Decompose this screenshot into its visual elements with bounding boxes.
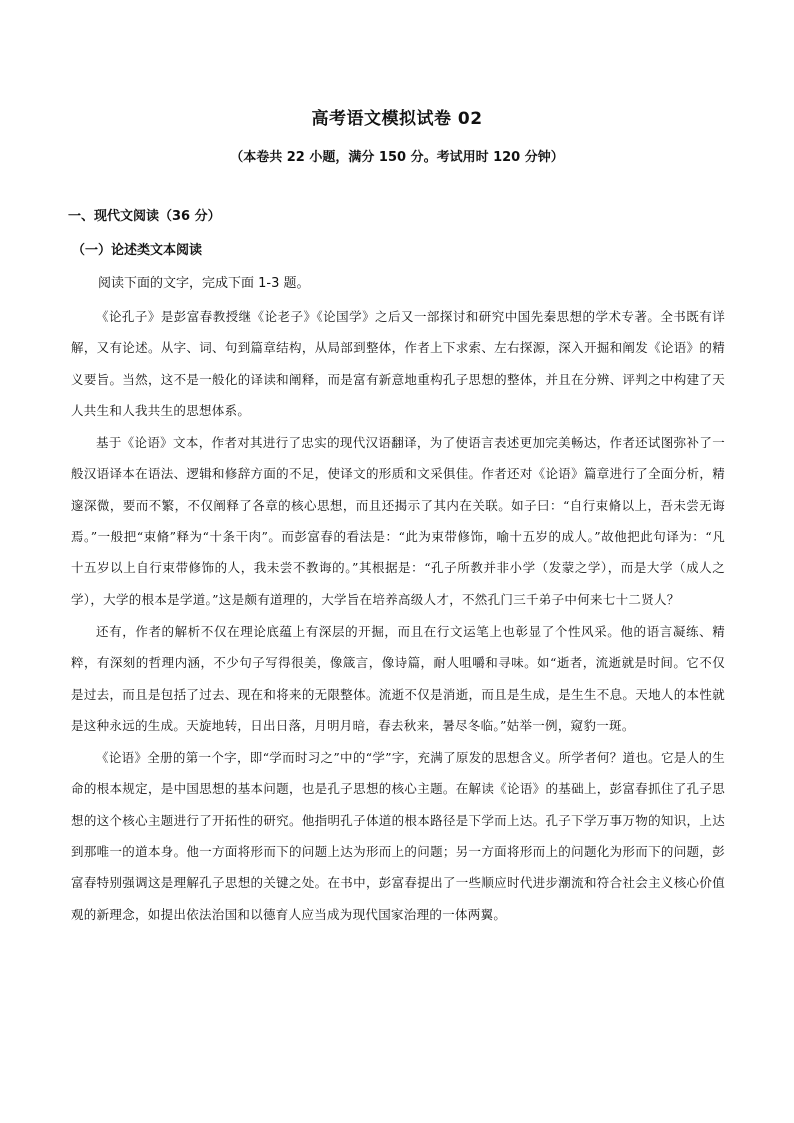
passage-paragraph-1: 《论孔子》是彭富春教授继《论老子》《论国学》之后又一部探讨和研究中国先秦思想的学术专著。全书既有详解，又有论述。从字、词、句到篇章结构，从局部到整体，作者上下求索、左右探源，深入开掘和阐发《论语》的精义要旨。当然，这不是一般化的译读和阐释，而是富有新意地重构孔子思想的整体，并且在分辨、评判之中构建了天人共生和人我共生的思想体系。	[71, 309, 725, 418]
subsection-heading: （一）论述类文本阅读	[72, 243, 203, 258]
passage-paragraph-2: 基于《论语》文本，作者对其进行了忠实的现代汉语翻译，为了使语言表述更加完美畅达，作者还试图弥补了一般汉语译本在语法、逻辑和修辞方面的不足，使译文的形质和文采俱佳。作者还对《论语》篇章进行了全面分析，精邃深微，要而不繁，不仅阐释了各章的核心思想，而且还揭示了其内在关联。如子曰：“自行束脩以上，吾未尝无诲焉。”一般把“束脩”释为“十条干肉”。而彭富春的看法是：“此为束带修饰，喻十五岁的成人。”故他把此句译为：“凡十五岁以上自行束带修饰的人，我未尝不教诲的。”其根据是：“孔子所教并非小学（发蒙之学），而是大学（成人之学），大学的根本是学道。”这是颇有道理的，大学旨在培养高级人才，不然孔门三千弟子中何来七十二贤人？	[71, 435, 725, 607]
passage-paragraph-4: 《论语》全册的第一个字，即“学而时习之”中的“学”字，充满了原发的思想含义。所学者何？道也。它是人的生命的根本规定，是中国思想的基本问题，也是孔子思想的核心主题。在解读《论语》的基础上，彭富春抓住了孔子思想的这个核心主题进行了开拓性的研究。他指明孔子体道的根本路径是下学而上达。孔子下学万事万物的知识，上达到那唯一的道本身。他一方面将形而下的问题上达为形而上的问题；另一方面将形而上的问题化为形而下的问题，彭富春特别强调这是理解孔子思想的关键之处。在书中，彭富春提出了一些顺应时代进步潮流和符合社会主义核心价值观的新理念，如提出依法治国和以德育人应当成为现代国家治理的一体两翼。	[71, 750, 725, 922]
passage-paragraph-3: 还有，作者的解析不仅在理论底蕴上有深层的开掘，而且在行文运笔上也彰显了个性风采。他的语言凝练、精粹，有深刻的哲理内涵，不少句子写得很美，像箴言，像诗篇，耐人咀嚼和寻味。如“逝者，流逝就是时间。它不仅是过去，而且是包括了过去、现在和将来的无限整体。流逝不仅是消逝，而且是生成，是生生不息。天地人的本性就是这种永远的生成。天旋地转，日出日落，月明月暗，春去秋来，暑尽冬临。”姑举一例，窥豹一斑。	[71, 623, 725, 733]
exam-subtitle: （本卷共 22 小题，满分 150 分。考试用时 120 分钟）	[230, 150, 564, 165]
section-heading: 一、现代文阅读（36 分）	[68, 209, 221, 224]
reading-passage	[71, 301, 725, 931]
reading-instruction: 阅读下面的文字，完成下面 1-3 题。	[98, 276, 310, 291]
page-title: 高考语文模拟试卷 02	[311, 109, 483, 129]
